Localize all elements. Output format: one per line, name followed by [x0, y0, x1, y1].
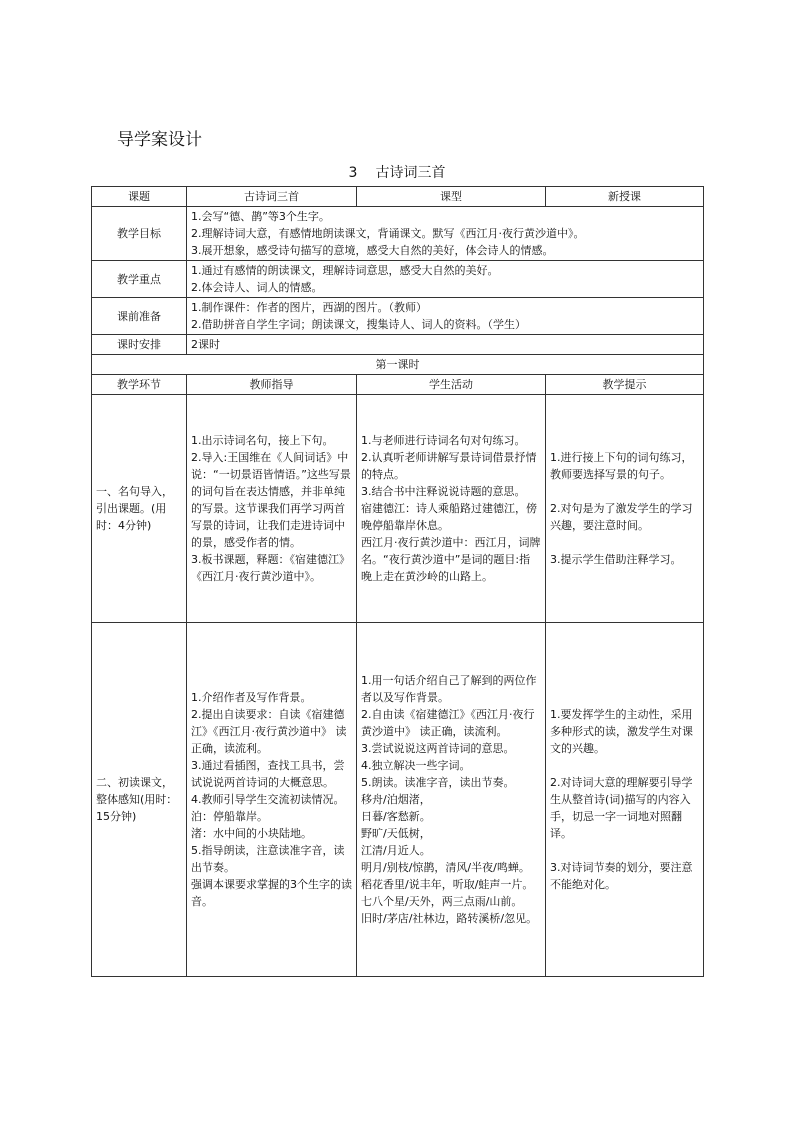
table-row [92, 623, 704, 977]
spacer [550, 842, 699, 859]
guidance-item: 泊：停船靠岸。 [191, 810, 268, 823]
table-row [92, 187, 704, 207]
guidance-item: 渚：水中间的小块陆地。 [191, 827, 312, 840]
focus-item: 1.通过有感情的朗读课文，理解诗词意思，感受大自然的美好。 [191, 264, 499, 277]
guidance-item: 3.板书课题，释题：《宿建德江》《西江月·夜行黄沙道中》。 [191, 553, 350, 583]
stage-name: 一、名句导入，引出课题。(用时：4分钟) [92, 395, 187, 623]
activity-item: 3.结合书中注释说说诗题的意思。 [361, 485, 526, 498]
col-header-student: 学生活动 [357, 375, 546, 395]
teacher-guidance [187, 623, 357, 977]
prep-item: 1.制作课件：作者的图片，西湖的图片。（教师） [191, 301, 427, 314]
focus-content [187, 261, 704, 298]
guidance-item: 2.导入:王国维在《人间词话》中说：“一切景语皆情语。”这些写景的词句旨在表达情感，并非单纯的写景。这节课我们再学习两首写景的诗词，让我们走进诗词中的景，感受作者的情。 [191, 451, 351, 549]
activity-item: 5.朗读。读准字音，读出节奏。 [361, 776, 515, 789]
table-row [92, 395, 704, 623]
guidance-item: 5.指导朗读，注意读准字音，读出节奏。 [191, 844, 345, 874]
table-row [92, 207, 704, 261]
lesson-type-value: 新授课 [546, 187, 704, 207]
student-activity [357, 395, 546, 623]
activity-item: 2.自由读《宿建德江》《西江月·夜行黄沙道中》 读正确，读流利。 [361, 708, 535, 738]
hint-item: 2.对诗词大意的理解要引导学生从整首诗(词)描写的内容入手，切忌一字一词地对照翻译。 [550, 776, 693, 840]
table-row [92, 298, 704, 335]
lesson-title-text: 古诗词三首 [375, 165, 446, 181]
prep-content [187, 298, 704, 335]
lesson-plan-table [91, 186, 704, 977]
hint-item: 2.对句是为了激发学生的学习兴趣，要注意时间。 [550, 502, 693, 532]
col-header-hints: 教学提示 [546, 375, 704, 395]
guidance-item: 1.介绍作者及写作背景。 [191, 691, 312, 704]
time-value: 2课时 [187, 335, 704, 355]
hint-item: 1.要发挥学生的主动性，采用多种形式的读，激发学生对课文的兴趣。 [550, 708, 693, 755]
teaching-hints [546, 395, 704, 623]
lesson-type-label: 课型 [357, 187, 546, 207]
prep-item: 2.借助拼音自学生字词；朗读课文，搜集诗人、词人的资料。（学生） [191, 318, 526, 331]
activity-item: 移舟/泊烟渚， [361, 793, 431, 806]
table-row [92, 355, 704, 375]
activity-item: 西江月·夜行黄沙道中：西江月，词牌名。“夜行黄沙道中”是词的题目:指晚上走在黄沙岭的山路上。 [361, 536, 541, 583]
guidance-item: 1.出示诗词名句，接上下句。 [191, 434, 334, 447]
hint-item: 3.提示学生借助注释学习。 [550, 553, 682, 566]
topic-value: 古诗词三首 [187, 187, 357, 207]
teaching-hints [546, 623, 704, 977]
activity-item: 1.用一句话介绍自己了解到的两位作者以及写作背景。 [361, 674, 537, 704]
activity-item: 3.尝试说说这两首诗词的意思。 [361, 742, 515, 755]
goal-item: 2.理解诗词大意，有感情地朗读课文，背诵课文。默写《西江月·夜行黄沙道中》。 [191, 227, 585, 240]
guidance-item: 2.提出自读要求：自读《宿建德江》《西江月·夜行黄沙道中》 读正确，读流利。 [191, 708, 347, 755]
teacher-guidance [187, 395, 357, 623]
guidance-item: 4.教师引导学生交流初读情况。 [191, 793, 345, 806]
spacer [550, 483, 699, 500]
goal-item: 3.展开想象，感受诗句描写的意境，感受大自然的美好，体会诗人的情感。 [191, 244, 554, 257]
student-activity [357, 623, 546, 977]
focus-item: 2.体会诗人、词人的情感。 [191, 281, 323, 294]
guidance-item: 3.通过看插图，查找工具书，尝试说说两首诗词的大概意思。 [191, 759, 345, 789]
activity-item: 1.与老师进行诗词名句对句练习。 [361, 434, 526, 447]
activity-item: 稻花香里/说丰年，听取/蛙声一片。 [361, 878, 534, 891]
table-row [92, 335, 704, 355]
prep-label: 课前准备 [92, 298, 187, 335]
document-heading: 导学案设计 [117, 130, 202, 150]
activity-item: 江清/月近人。 [361, 844, 431, 857]
hint-item: 3.对诗词节奏的划分，要注意不能绝对化。 [550, 861, 693, 891]
activity-item: 日暮/客愁新。 [361, 810, 431, 823]
activity-item: 七八个星/天外，两三点雨/山前。 [361, 895, 523, 908]
lesson-number: 3 [348, 165, 358, 181]
session-title: 第一课时 [92, 355, 704, 375]
goals-content [187, 207, 704, 261]
goal-item: 1.会写“德、鹊”等3个生字。 [191, 210, 330, 223]
topic-label: 课题 [92, 187, 187, 207]
table-row [92, 375, 704, 395]
guidance-item: 强调本课要求掌握的3个生字的读音。 [191, 878, 352, 908]
lesson-title [0, 162, 794, 182]
table-row [92, 261, 704, 298]
activity-item: 4.独立解决一些字词。 [361, 759, 471, 772]
col-header-teacher: 教师指导 [187, 375, 357, 395]
goals-label: 教学目标 [92, 207, 187, 261]
hint-item: 1.进行接上下句的词句练习，教师要选择写景的句子。 [550, 451, 693, 481]
focus-label: 教学重点 [92, 261, 187, 298]
activity-item: 旧时/茅店/社林边，路转溪桥/忽见。 [361, 912, 538, 925]
time-label: 课时安排 [92, 335, 187, 355]
spacer [550, 534, 699, 551]
stage-name: 二、初读课文，整体感知(用时：15分钟) [92, 623, 187, 977]
activity-item: 野旷/天低树， [361, 827, 431, 840]
col-header-stage: 教学环节 [92, 375, 187, 395]
activity-item: 2.认真听老师讲解写景诗词借景抒情的特点。 [361, 451, 537, 481]
activity-item: 宿建德江：诗人乘船路过建德江，傍晚停船靠岸休息。 [361, 502, 537, 532]
activity-item: 明月/别枝/惊鹊，清风/半夜/鸣蝉。 [361, 861, 530, 874]
spacer [550, 757, 699, 774]
